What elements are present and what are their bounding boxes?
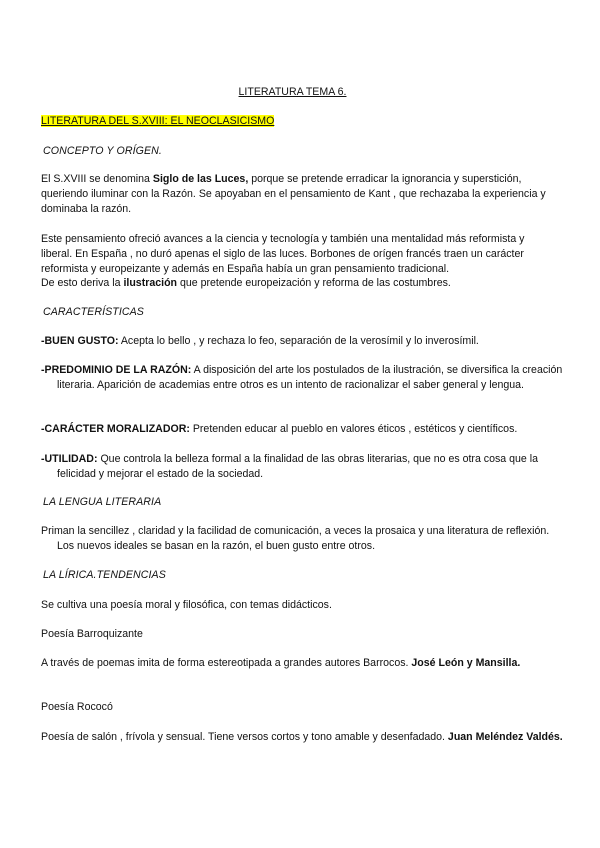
text-run: Acepta lo bello , y rechaza lo feo, separación de la verosímil y lo inverosímil. <box>118 335 479 347</box>
text-run: Pretenden educar al pueblo en valores éticos , estéticos y científicos. <box>189 423 518 435</box>
text-run: De esto deriva la <box>41 277 124 289</box>
text-run: Poesía de salón , frívola y sensual. Tiene versos cortos y tono amable y desenfadado. <box>41 731 448 743</box>
document-title: LITERATURA TEMA 6. <box>238 86 347 98</box>
paragraph-pensamiento: Este pensamiento ofreció avances a la ciencia y tecnología y también una mentalidad más reformista y liberal. En España , no duró apenas el siglo de las luces. Borbones de orígen francés traen un carácter reformista y europeizante y además en España había un gran pensamiento tradicional. <box>41 233 525 275</box>
paragraph-lirica-intro: Se cultiva una poesía moral y filosófica, con temas didácticos. <box>41 599 332 611</box>
text-run: porque se pretende erradicar la ignorancia y superstición, queriendo iluminar con la Razón. Se apoyaban en el pensamiento de Kant , que rechazaba la experiencia y dominaba la razón. <box>41 173 546 215</box>
text-run: A través de poemas imita de forma estereotipada a grandes autores Barrocos. <box>41 657 412 669</box>
paragraph-rococo <box>41 730 567 745</box>
heading-lirica: LA LÍRICA.TENDENCIAS <box>43 569 166 581</box>
text-run: El S.XVIII se denomina <box>41 173 153 185</box>
subheading-barroquizante: Poesía Barroquizante <box>41 628 143 640</box>
bold-term: Siglo de las Luces, <box>152 173 249 185</box>
paragraph-lengua: Priman la sencillez , claridad y la facilidad de comunicación, a veces la prosaica y una literatura de reflexión. Los nuevos ideales se basan en la razón, el buen gusto entre otros. <box>41 525 550 552</box>
bold-term: ilustración <box>123 277 178 289</box>
text-run: A disposición del arte los postulados de la ilustración, se diversifica la creación literaria. Aparición de academias entre otros es un intento de racionalizar el saber general y lengua. <box>57 364 563 391</box>
text-run: Que controla la belleza formal a la finalidad de las obras literarias, que no es otra cosa que la felicidad y mejorar el estado de la sociedad. <box>57 453 538 480</box>
heading-lengua: LA LENGUA LITERARIA <box>43 496 162 508</box>
bold-term: -BUEN GUSTO: <box>41 335 119 347</box>
list-item-razon <box>41 363 567 393</box>
author-name: Juan Meléndez Valdés. <box>447 731 563 743</box>
heading-concepto: CONCEPTO Y ORÍGEN. <box>43 145 162 157</box>
paragraph-barroquizante <box>41 656 567 671</box>
bold-term: -CARÁCTER MORALIZADOR: <box>41 423 190 435</box>
heading-caracteristicas: CARACTERÍSTICAS <box>43 306 144 318</box>
list-item-buen-gusto <box>41 334 567 349</box>
paragraph-ilustracion <box>41 276 551 291</box>
bold-term: -PREDOMINIO DE LA RAZÓN: <box>41 364 192 376</box>
subheading-rococo: Poesía Rococó <box>41 701 113 713</box>
author-name: José León y Mansilla. <box>411 657 521 669</box>
text-run: que pretende europeización y reforma de las costumbres. <box>177 277 451 289</box>
section-title <box>41 114 274 129</box>
list-item-moralizador <box>41 422 567 437</box>
paragraph-siglo-luces <box>41 172 551 217</box>
list-item-utilidad <box>41 452 567 482</box>
bold-term: -UTILIDAD: <box>41 453 98 465</box>
section-title-highlight: LITERATURA DEL S.XVIII: EL NEOCLASICISMO <box>41 115 275 127</box>
